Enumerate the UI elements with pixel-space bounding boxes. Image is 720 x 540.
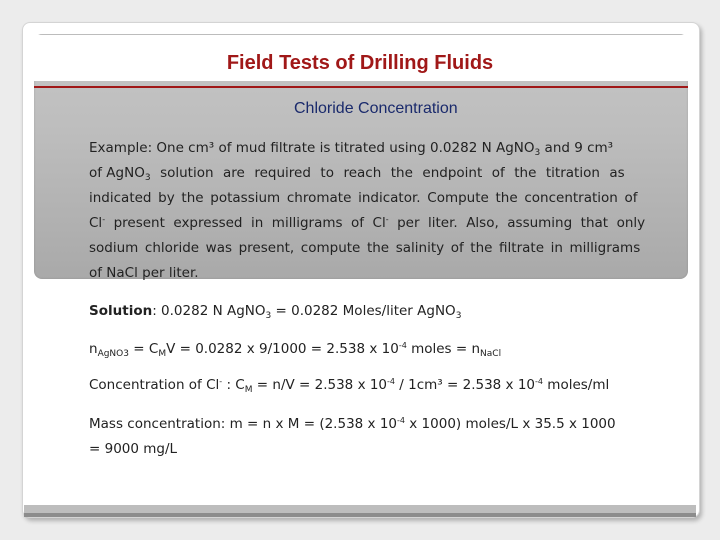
mass-line-1: Mass concentration: m = n x M = (2.538 x $10^{-4}$ x 1000) moles/L x 35.5 x 1000: [89, 416, 616, 432]
example-line-1: Example: One cm³ of mud filtrate is titrated using 0.0282 N AgNO$_3$ and 9 cm³: [89, 140, 614, 158]
slide-title: Field Tests of Drilling Fluids: [226, 52, 494, 74]
footer-bar-shadow: [24, 513, 696, 517]
example-line-5: sodium chloride was present, compute the salinity of the filtrate in milligrams: [89, 240, 641, 256]
concentration-line: Concentration of Cl- : $C_M = n/V = 2.538$ x $10^{-4} / 1cm^3 = 2.538$ x $10^{-4}$ moles/ml: [89, 377, 610, 395]
title-underline: [34, 86, 688, 88]
example-line-6: of NaCl per liter.: [89, 265, 199, 281]
example-line-4: Cl- present expressed in milligrams of Cl- per liter. Also, assuming that only: [89, 215, 646, 231]
mass-line-2: = 9000 mg/L: [89, 441, 178, 457]
example-line-2: of AgNO$_3$ solution are required to reach the endpoint of the titration as: [89, 165, 625, 183]
solution-line: Solution: 0.0282 N AgNO$_3$ = 0.0282 Moles/liter AgNO$_3$: [89, 303, 462, 321]
slide-subtitle: Chloride Concentration: [294, 100, 458, 117]
moles-line: $n_{AgNO3} = C_MV = 0.0282$ x 9/1000 = 2.538 x $10^{-4}$ moles = $n_{NaCl}$: [89, 341, 502, 359]
example-line-3: indicated by the potassium chromate indicator. Compute the concentration of: [89, 190, 638, 206]
